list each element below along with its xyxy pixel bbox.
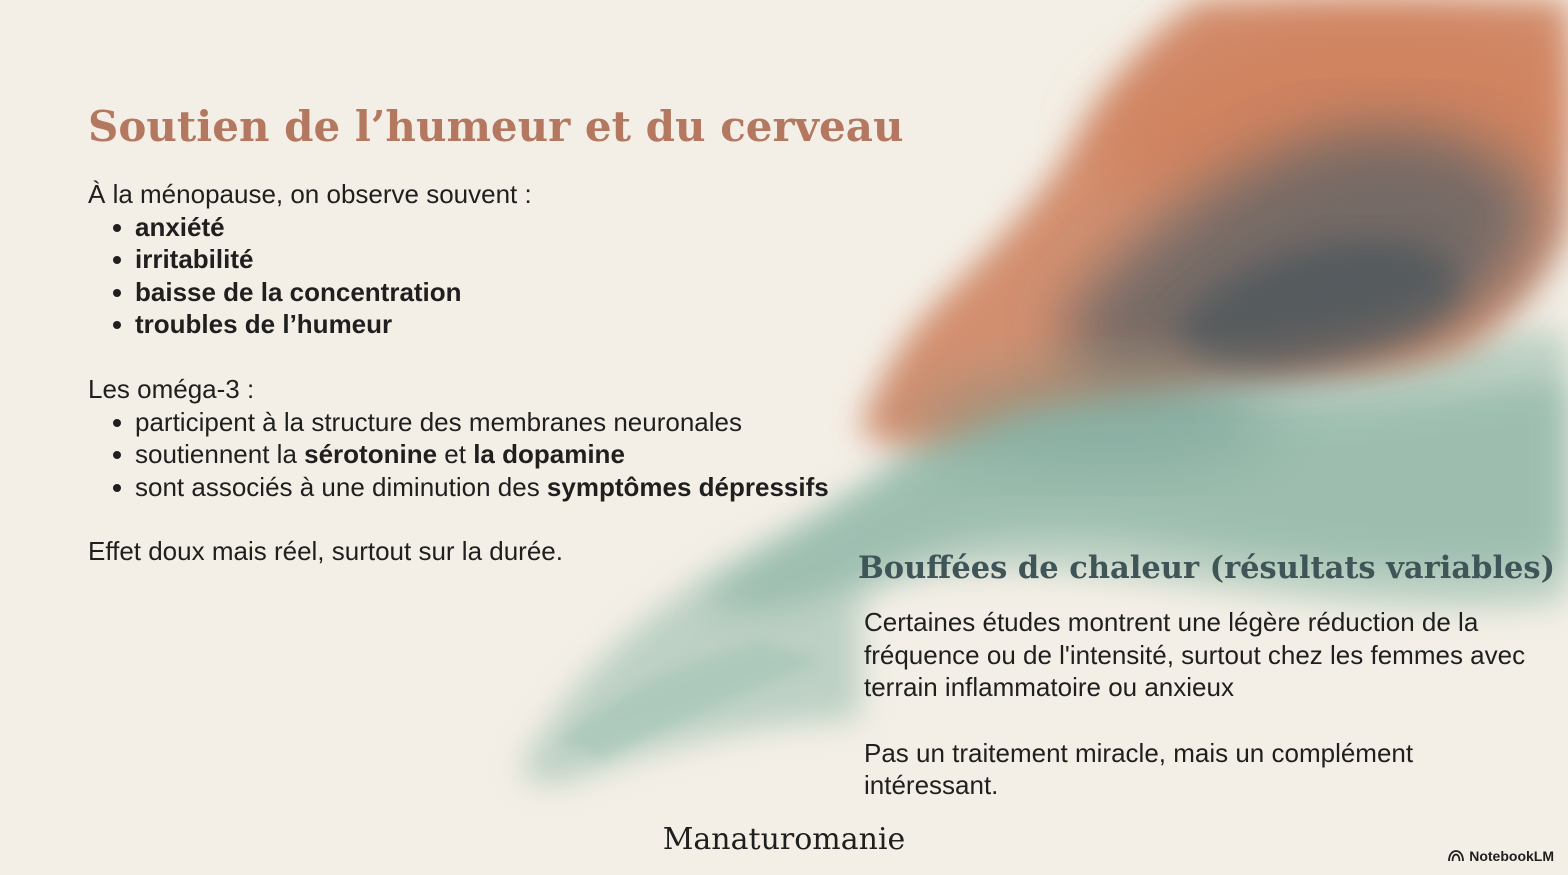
benefit-text: soutiennent la — [135, 439, 305, 470]
effect-note: Effet doux mais réel, surtout sur la durée. — [88, 536, 563, 567]
brand-name: Manaturomanie — [662, 822, 906, 857]
notebooklm-watermark — [1448, 848, 1554, 864]
benefit-text: et — [437, 439, 474, 470]
omega-intro: Les oméga-3 : — [88, 373, 255, 404]
symptom-item: troubles de l’humeur — [110, 308, 868, 341]
symptom-item: baisse de la concentration — [110, 276, 868, 309]
hot-flashes-note: Pas un traitement miracle, mais un complément intéressant. — [864, 737, 1414, 801]
symptom-item: anxiété — [110, 211, 868, 244]
hot-flashes-title: Bouffées de chaleur (résultats variables) — [858, 550, 1556, 586]
serotonin-term: sérotonine — [304, 439, 438, 470]
symptom-list — [88, 211, 868, 341]
notebooklm-label: NotebookLM — [1469, 848, 1554, 864]
notebooklm-logo-icon — [1448, 850, 1464, 862]
mood-brain-section — [88, 178, 868, 568]
omega-benefit-item — [110, 438, 868, 471]
depressive-symptoms-term: symptômes dépressifs — [546, 471, 829, 502]
symptom-item: irritabilité — [110, 243, 868, 276]
benefit-text: sont associés à une diminution des — [135, 471, 547, 502]
omega-benefit-item — [110, 406, 868, 439]
omega-benefit-list — [88, 406, 868, 504]
omega-benefit-item — [110, 471, 868, 504]
hot-flashes-text: Certaines études montrent une légère réduction de la fréquence ou de l'intensité, surtout chez les femmes avec terrain inflammatoire ou anxieux — [864, 607, 1526, 703]
hot-flashes-section — [864, 606, 1544, 802]
benefit-text: participent à la structure des membranes neuronales — [135, 406, 742, 437]
menopause-intro: À la ménopause, on observe souvent : — [88, 179, 532, 209]
slide-title: Soutien de l’humeur et du cerveau — [88, 102, 904, 151]
dopamine-term: la dopamine — [473, 439, 625, 470]
